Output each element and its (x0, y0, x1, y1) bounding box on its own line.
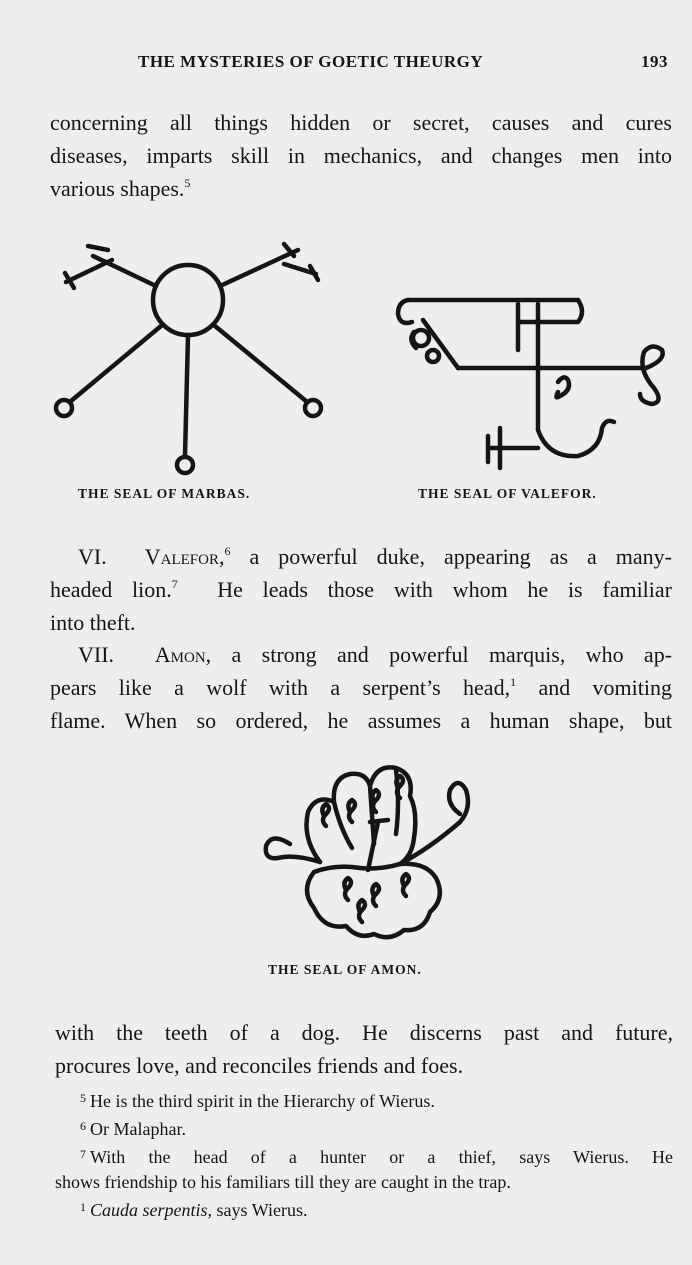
footnote-ref: 1 (510, 675, 517, 689)
footnote-mark: 7 (80, 1147, 86, 1161)
footnote-ref: 6 (224, 544, 231, 558)
caption-marbas: THE SEAL OF MARBAS. (78, 486, 251, 501)
text-segment: a strong and powerful marquis, who ap- (231, 642, 673, 667)
caption-amon: THE SEAL OF AMON. (268, 962, 422, 977)
text-segment: and vomiting (538, 675, 673, 700)
spirit-name: Valefor, (144, 544, 225, 569)
footnote-text: With the head of a hunter or a thief, says Wierus. He (90, 1147, 673, 1167)
footnote-italic: Cauda serpentis, (90, 1200, 213, 1220)
intro-paragraph (50, 106, 672, 205)
seal-of-valefor-figure (388, 290, 678, 480)
footnote-text: says Wierus. (216, 1200, 308, 1220)
footnote-7 (55, 1142, 673, 1170)
footnote-ref: 7 (171, 577, 178, 591)
footnote-text: He is the third spirit in the Hierarchy of Wierus. (90, 1091, 435, 1111)
text-line: procures love, and reconciles friends and foes. (55, 1053, 464, 1078)
footnote-mark: 5 (80, 1091, 86, 1105)
text-line (50, 172, 672, 205)
footnote-5 (55, 1086, 673, 1114)
text-line (50, 540, 672, 573)
section-vii-paragraph (50, 638, 672, 737)
text-segment: He leads those with whom he is familiar (217, 577, 672, 602)
text-line: concerning all things hidden or secret, causes and cures (50, 110, 672, 135)
footnote-1 (55, 1195, 673, 1223)
closing-paragraph (55, 1016, 673, 1082)
footnotes (55, 1086, 673, 1223)
text-segment: a powerful duke, appearing as a many- (249, 544, 672, 569)
footnote-ref: 5 (184, 176, 191, 190)
footnote-mark: 6 (80, 1119, 86, 1133)
text-line: with the teeth of a dog. He discerns past and future, (55, 1020, 673, 1045)
footnote-7-continued: shows friendship to his familiars till they are caught in the trap. (55, 1172, 511, 1192)
text-line: flame. When so ordered, he assumes a human shape, but (50, 708, 672, 733)
running-header (0, 52, 692, 78)
text-line: into theft. (50, 610, 136, 635)
text-line: diseases, imparts skill in mechanics, and changes men into (50, 143, 672, 168)
footnote-mark: 1 (80, 1200, 86, 1214)
text-line (50, 638, 672, 671)
seal-of-marbas-figure (48, 238, 338, 483)
text-line (50, 573, 672, 606)
running-title: THE MYSTERIES OF GOETIC THEURGY (138, 52, 484, 71)
caption-valefor: THE SEAL OF VALEFOR. (418, 486, 597, 501)
footnote-text: Or Malaphar. (90, 1119, 186, 1139)
section-numeral: VII. (78, 642, 115, 667)
section-vi-paragraph (50, 540, 672, 639)
text-segment: pears like a wolf with a serpent’s head, (50, 675, 511, 700)
section-numeral: VI. (78, 544, 107, 569)
text-segment: various shapes. (50, 176, 185, 201)
text-segment: headed lion. (50, 577, 172, 602)
page-number: 193 (641, 52, 668, 71)
text-line (50, 671, 672, 704)
spirit-name: Amon, (154, 642, 212, 667)
footnote-6 (55, 1114, 673, 1142)
seal-of-amon-figure (250, 752, 480, 952)
